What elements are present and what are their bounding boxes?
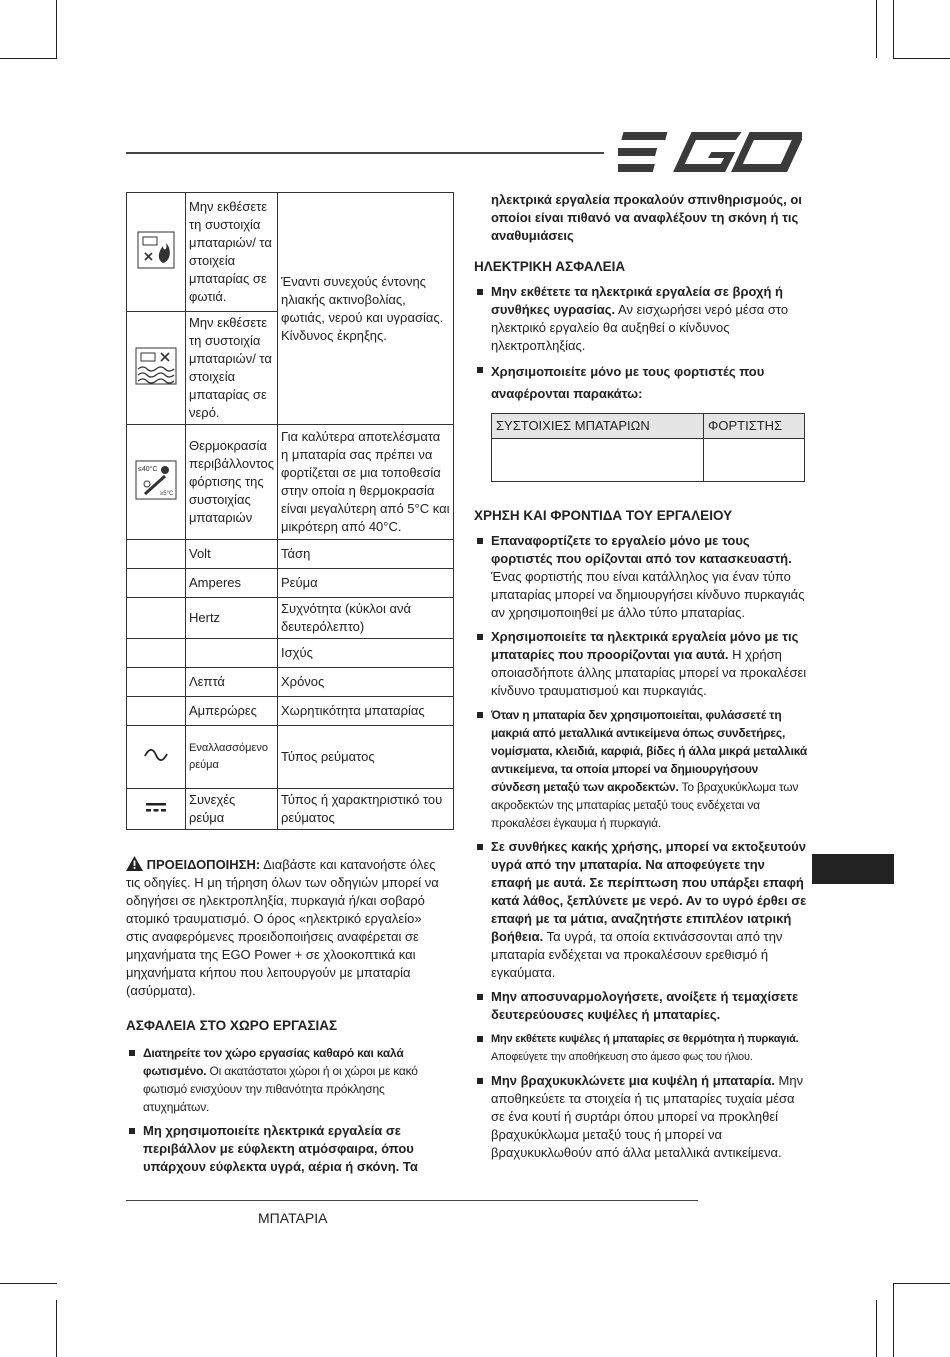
section-heading: ΗΛΕΚΤΡΙΚΗ ΑΣΦΑΛΕΙΑ — [474, 259, 626, 274]
bullet-bold: Μην εκθέτετε τα ηλεκτρικά εργαλεία σε βροχή ή συνθήκες υγρασίας. — [491, 284, 783, 317]
left-column — [126, 856, 444, 1176]
list-item — [474, 361, 808, 405]
list-item — [474, 532, 808, 622]
list-item — [474, 838, 808, 982]
water-icon — [127, 312, 186, 425]
bullet-bold: Μην εκθέτετε κυψέλες ή μπαταρίες σε θερμότητα ή πυρκαγιά. — [491, 1033, 799, 1045]
symbol-label: Αμπερώρες — [186, 697, 278, 726]
bullet-bold: Επαναφορτίζετε το εργαλείο μόνο με τους φορτιστές που ορίζονται από τον κατασκευαστή. — [491, 533, 792, 566]
footer-rule — [126, 1200, 698, 1201]
table-row — [127, 726, 454, 789]
list-item — [474, 628, 808, 700]
symbol-description: Για καλύτερα αποτελέσματα η μπαταρία σας πρέπει να φορτίζεται σε μια τοποθεσία στην οποία η θερμοκρασία είναι μεγαλύτερη από 5°C και μικρότερη από 40°C. — [278, 425, 454, 540]
table-row — [127, 668, 454, 697]
empty-cell — [127, 639, 186, 668]
bullet-continuation: ηλεκτρικά εργαλεία προκαλούν σπινθηρισμούς, οι οποίοι είναι πιθανό να αναφλέξουν τη σκόνη ή τις αναθυμιάσεις — [491, 192, 802, 243]
temp-max-text: ≤40°C — [138, 465, 158, 473]
list-item — [474, 988, 808, 1024]
bullet-text: Οι ακατάστατοι χώροι ή οι χώροι με κακό φωτισμό ενισχύουν την πιθανότητα πρόκλησης ατυχημάτων. — [143, 1064, 418, 1114]
bullet-text: Ένας φορτιστής που είναι κατάλληλος για έναν τύπο μπαταρίας μπορεί να δημιουργήσει κίνδυνο πυρκαγιάς αν χρησιμοποιηθεί με άλλο τύπο μπαταρίας. — [491, 569, 805, 620]
bullet-text: Αποφεύγετε την αποθήκευση στο άμεσο φως του ήλιου. — [491, 1051, 753, 1063]
table-row — [127, 697, 454, 726]
table-row — [127, 639, 454, 668]
symbol-label: Μην εκθέσετε τη συστοιχία μπαταριών/ τα στοιχεία μπαταρίας σε νερό. — [186, 312, 278, 425]
table-row — [127, 540, 454, 569]
fire-icon — [127, 193, 186, 312]
bullet-text: Μην αποθηκεύετε τα στοιχεία ή τις μπαταρίες τυχαία μέσα σε ένα κουτί ή συρτάρι όπου μπορεί να προκληθεί βραχυκύκλωμα μεταξύ τους ή μπορεί να βραχυκυκλωθούν από άλλα μεταλλικά αντικείμενα. — [491, 1073, 804, 1160]
warning-title: ΠΡΟΕΙΔΟΠΟΙΗΣΗ: — [146, 857, 261, 872]
empty-cell — [127, 540, 186, 569]
table-row — [492, 414, 805, 439]
crop-mark — [893, 1283, 950, 1284]
list-item — [474, 1072, 808, 1162]
crop-mark — [893, 1283, 894, 1357]
list-item — [126, 1122, 444, 1176]
table-cell — [492, 439, 704, 482]
bullet-bold: Μην αποσυναρμολογήσετε, ανοίξετε ή τεμαχίσετε δευτερεύουσες κυψέλες ή μπαταρίες. — [491, 989, 799, 1022]
table-row — [127, 569, 454, 598]
section-tab — [812, 854, 894, 884]
warning-text: Διαβάστε και κατανοήστε όλες τις οδηγίες. Η μη τήρηση όλων των οδηγιών μπορεί να οδηγήσει σε ηλεκτροπληξία, πυρκαγιά ή/και σοβαρό ατομικό τραυματισμό. Ο όρος «ηλεκτρικό εργαλείο» στις αναφερόμενες προειδοποιήσεις αναφέρεται σε μηχανήματα της EGO Power + σε χλοοκοπτικά και μηχανήματα κήπου που λειτουργούν με μπαταρία (ασύρματα). — [126, 857, 439, 998]
bullet-text: Η χρήση οποιασδήποτε άλλης μπαταρίας μπορεί να προκαλέσει κίνδυνο τραυματισμού και πυρκαγιάς. — [491, 647, 807, 698]
bullet-bold: Μην βραχυκυκλώνετε μια κυψέλη ή μπαταρία. — [491, 1073, 775, 1088]
list-item — [474, 283, 808, 355]
empty-cell — [127, 697, 186, 726]
symbol-label: Συνεχές ρεύμα — [186, 789, 278, 830]
footer-label: ΜΠΑΤΑΡΙΑ — [258, 1210, 328, 1226]
symbols-table — [126, 192, 454, 830]
crop-mark — [0, 58, 57, 59]
section-heading: ΧΡΗΣΗ ΚΑΙ ΦΡΟΝΤΙΔΑ ΤΟΥ ΕΡΓΑΛΕΙΟΥ — [474, 508, 733, 523]
ac-current-icon — [127, 726, 186, 789]
bullet-text: Το βραχυκύκλωμα των ακροδεκτών της μπαταρίας μεταξύ τους ενδέχεται να προκαλέσει έγκαυμα ή πυρκαγιά. — [491, 780, 799, 830]
bullet-bold: Σε συνθήκες κακής χρήσης, μπορεί να εκτοξευτούν υγρά από την μπαταρία. Να αποφεύγετε την επαφή με αυτά. Σε περίπτωση που υπάρξει επαφή κατά λάθος, ξεπλύνετε με νερό. Αν το υγρό έρθει σε επαφή με τα μάτια, αναζητήστε επιπλέον ιατρική βοήθεια. — [491, 839, 807, 944]
symbol-label: Θερμοκρασία περιβάλλοντος φόρτισης της συστοιχίας μπαταριών — [186, 425, 278, 540]
empty-cell — [127, 569, 186, 598]
crop-mark — [893, 0, 894, 58]
ego-logo — [618, 130, 802, 174]
symbol-label: Εναλλασσόμενο ρεύμα — [186, 726, 278, 789]
symbol-description: Χωρητικότητα μπαταρίας — [278, 697, 454, 726]
table-header: ΦΟΡΤΙΣΤΗΣ — [704, 414, 805, 439]
symbol-label — [186, 639, 278, 668]
crop-mark — [56, 1300, 57, 1357]
table-row — [127, 789, 454, 830]
symbol-label: Hertz — [186, 598, 278, 639]
bullet-bold: Διατηρείτε τον χώρο εργασίας καθαρό και καλά φωτισμένο. — [143, 1046, 404, 1078]
bullet-text: Αν εισχωρήσει νερό μέσα στο ηλεκτρικό εργαλείο θα αυξηθεί ο κίνδυνος ηλεκτροπληξίας. — [491, 302, 789, 353]
bullet-bold: Όταν η μπαταρία δεν χρησιμοποιείται, φυλάσσετέ τη μακριά από μεταλλικά αντικείμενα όπως συνδετήρες, νομίσματα, κλειδιά, καρφιά, βίδες ή άλλα μικρά μεταλλικά αντικείμενα, τα οποία μπορεί να δημιουργήσουν σύνδεση μεταξύ των ακροδεκτών. — [491, 708, 808, 794]
dc-current-icon — [127, 789, 186, 830]
table-row — [127, 425, 454, 540]
list-item — [474, 706, 808, 832]
warning-paragraph — [126, 856, 444, 1000]
symbol-description: Τάση — [278, 540, 454, 569]
symbol-label: Μην εκθέσετε τη συστοιχία μπαταριών/ τα στοιχεία μπαταρίας σε φωτιά. — [186, 193, 278, 312]
symbol-description: Ρεύμα — [278, 569, 454, 598]
bullet-bold: Χρησιμοποιείτε μόνο με τους φορτιστές που αναφέρονται παρακάτω: — [491, 364, 765, 401]
symbol-description: Τύπος ή χαρακτηριστικό του ρεύματος — [278, 789, 454, 830]
temperature-icon — [127, 425, 186, 540]
table-row — [127, 598, 454, 639]
header-rule — [126, 152, 604, 154]
symbol-label: Amperes — [186, 569, 278, 598]
symbol-description: Χρόνος — [278, 668, 454, 697]
crop-mark — [56, 0, 57, 58]
symbol-label: Volt — [186, 540, 278, 569]
symbol-description: Συχνότητα (κύκλοι ανά δευτερόλεπτο) — [278, 598, 454, 639]
right-column — [474, 191, 808, 1162]
charger-table — [491, 413, 805, 482]
table-row — [127, 193, 454, 312]
symbol-description: Έναντι συνεχούς έντονης ηλιακής ακτινοβολίας, φωτιάς, νερού και υγρασίας. Κίνδυνος έκρηξης. — [278, 193, 454, 425]
bullet-bold: Χρησιμοποιείτε τα ηλεκτρικά εργαλεία μόνο με τις μπαταρίες που προορίζονται για αυτά. — [491, 629, 799, 662]
list-item — [126, 1044, 444, 1116]
crop-mark — [0, 1283, 57, 1284]
symbol-description: Τύπος ρεύματος — [278, 726, 454, 789]
list-item — [474, 1030, 808, 1066]
bullet-bold: Μη χρησιμοποιείτε ηλεκτρικά εργαλεία σε περιβάλλον με εύφλεκτη ατμόσφαιρα, όπου υπάρχουν εύφλεκτα υγρά, αέρια ή σκόνη. Τα — [143, 1123, 418, 1174]
symbol-description: Ισχύς — [278, 639, 454, 668]
crop-mark — [893, 58, 950, 59]
table-row — [492, 439, 805, 482]
empty-cell — [127, 598, 186, 639]
crop-mark — [876, 0, 877, 58]
symbol-label: Λεπτά — [186, 668, 278, 697]
table-cell — [704, 439, 805, 482]
bullet-text: Τα υγρά, τα οποία εκτινάσσονται από την μπαταρία ενδέχεται να προκαλέσουν ερεθισμό ή εγκαύματα. — [491, 929, 783, 980]
crop-mark — [876, 1300, 877, 1357]
warning-icon — [126, 856, 143, 871]
temp-min-text: ≥5°C — [160, 490, 174, 497]
table-header: ΣΥΣΤΟΙΧΙΕΣ ΜΠΑΤΑΡΙΩΝ — [492, 414, 704, 439]
section-heading: ΑΣΦΑΛΕΙΑ ΣΤΟ ΧΩΡΟ ΕΡΓΑΣΙΑΣ — [126, 1018, 338, 1033]
empty-cell — [127, 668, 186, 697]
